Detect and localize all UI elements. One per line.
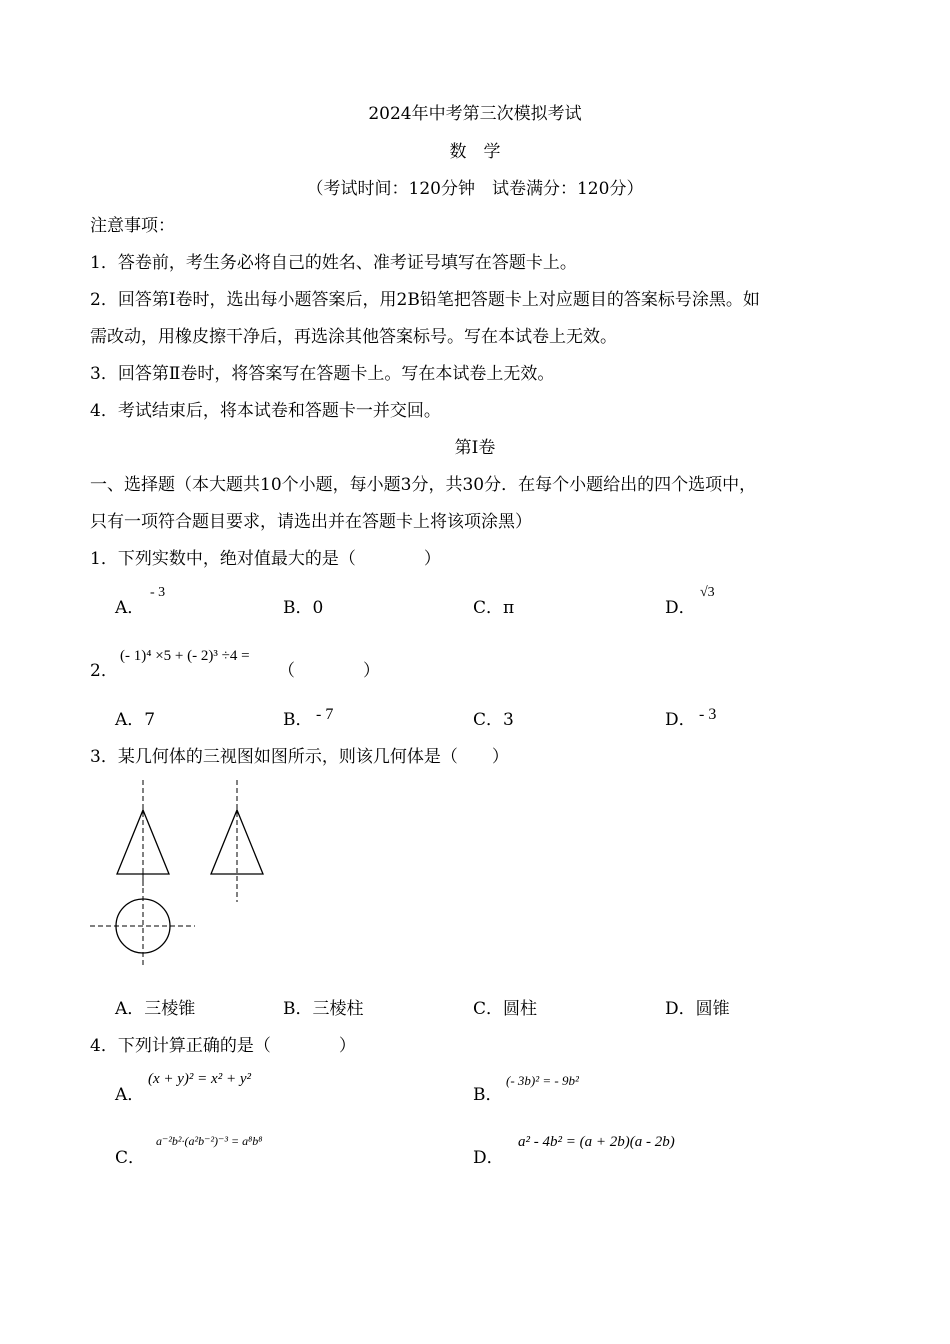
- note-item: 2．回答第Ⅰ卷时，选出每小题答案后，用2B铅笔把答题卡上对应题目的答案标号涂黑。如: [90, 290, 760, 310]
- note-item: 4．考试结束后，将本试卷和答题卡一并交回。: [90, 401, 441, 421]
- question-3-stem: 3．某几何体的三视图如图所示，则该几何体是（ ）: [90, 747, 509, 767]
- q4-option-b-expr: (- 3b)² = - 9b²: [506, 1073, 579, 1088]
- q4-option-c-expr: a⁻²b²·(a²b⁻²)⁻³ = a⁸b⁸: [156, 1134, 263, 1148]
- q1-option-c[interactable]: C．π: [473, 598, 515, 618]
- exam-info: （考试时间：120分钟 试卷满分：120分）: [306, 179, 644, 199]
- q1-option-a-value: - 3: [150, 585, 166, 600]
- note-item: 1．答卷前，考生务必将自己的姓名、准考证号填写在答题卡上。: [90, 253, 577, 273]
- part-heading-cont: 只有一项符合题目要求，请选出并在答题卡上将该项涂黑）: [90, 512, 532, 532]
- q1-option-d-value: √3: [700, 585, 715, 600]
- q3-option-d[interactable]: D．圆锥: [665, 999, 730, 1019]
- q2-option-a[interactable]: A．7: [115, 710, 156, 730]
- q1-option-b[interactable]: B．0: [283, 598, 324, 618]
- subject-title: 数 学: [449, 142, 501, 162]
- q4-option-d-expr: a² - 4b² = (a + 2b)(a - 2b): [518, 1134, 675, 1150]
- q1-option-d[interactable]: [665, 597, 696, 619]
- three-view-figure: [85, 776, 285, 971]
- option-label: D．: [665, 710, 696, 730]
- q2-option-b-value: - 7: [316, 706, 334, 723]
- question-2-number: 2．: [90, 661, 118, 681]
- q4-option-a-expr: (x + y)² = x² + y²: [148, 1071, 251, 1087]
- q4-option-b[interactable]: B．: [473, 1085, 503, 1105]
- option-label: A．: [115, 598, 145, 618]
- q3-option-b[interactable]: B．三棱柱: [283, 999, 364, 1019]
- q2-option-d[interactable]: [665, 709, 696, 731]
- note-item: 3．回答第Ⅱ卷时，将答案写在答题卡上。写在本试卷上无效。: [90, 364, 555, 384]
- q2-option-b[interactable]: [283, 709, 313, 731]
- exam-title: 2024年中考第三次模拟考试: [368, 104, 582, 124]
- q2-option-d-value: - 3: [699, 706, 717, 723]
- q2-option-c[interactable]: C．3: [473, 710, 514, 730]
- q3-option-a[interactable]: A．三棱锥: [115, 999, 196, 1019]
- note-item: 需改动，用橡皮擦干净后，再选涂其他答案标号。写在本试卷上无效。: [90, 327, 617, 347]
- option-label: D．: [665, 598, 696, 618]
- q1-option-a[interactable]: [115, 597, 144, 619]
- part-heading: 一、选择题（本大题共10个小题，每小题3分，共30分．在每个小题给出的四个选项中，: [90, 475, 757, 495]
- q3-option-c[interactable]: C．圆柱: [473, 999, 538, 1019]
- q4-option-c[interactable]: C．: [115, 1148, 146, 1168]
- question-2-paren: （ ）: [278, 661, 380, 681]
- q4-option-a[interactable]: A．: [115, 1085, 145, 1105]
- q4-option-d[interactable]: D．: [473, 1148, 504, 1168]
- option-label: B．: [283, 710, 313, 730]
- question-1-stem: 1．下列实数中，绝对值最大的是（ ）: [90, 549, 441, 569]
- volume-title: 第Ⅰ卷: [454, 438, 496, 458]
- question-2-expression: (- 1)⁴ ×5 + (- 2)³ ÷4 =: [120, 648, 250, 664]
- notes-heading: 注意事项：: [90, 216, 175, 236]
- question-4-stem: 4．下列计算正确的是（ ）: [90, 1036, 356, 1056]
